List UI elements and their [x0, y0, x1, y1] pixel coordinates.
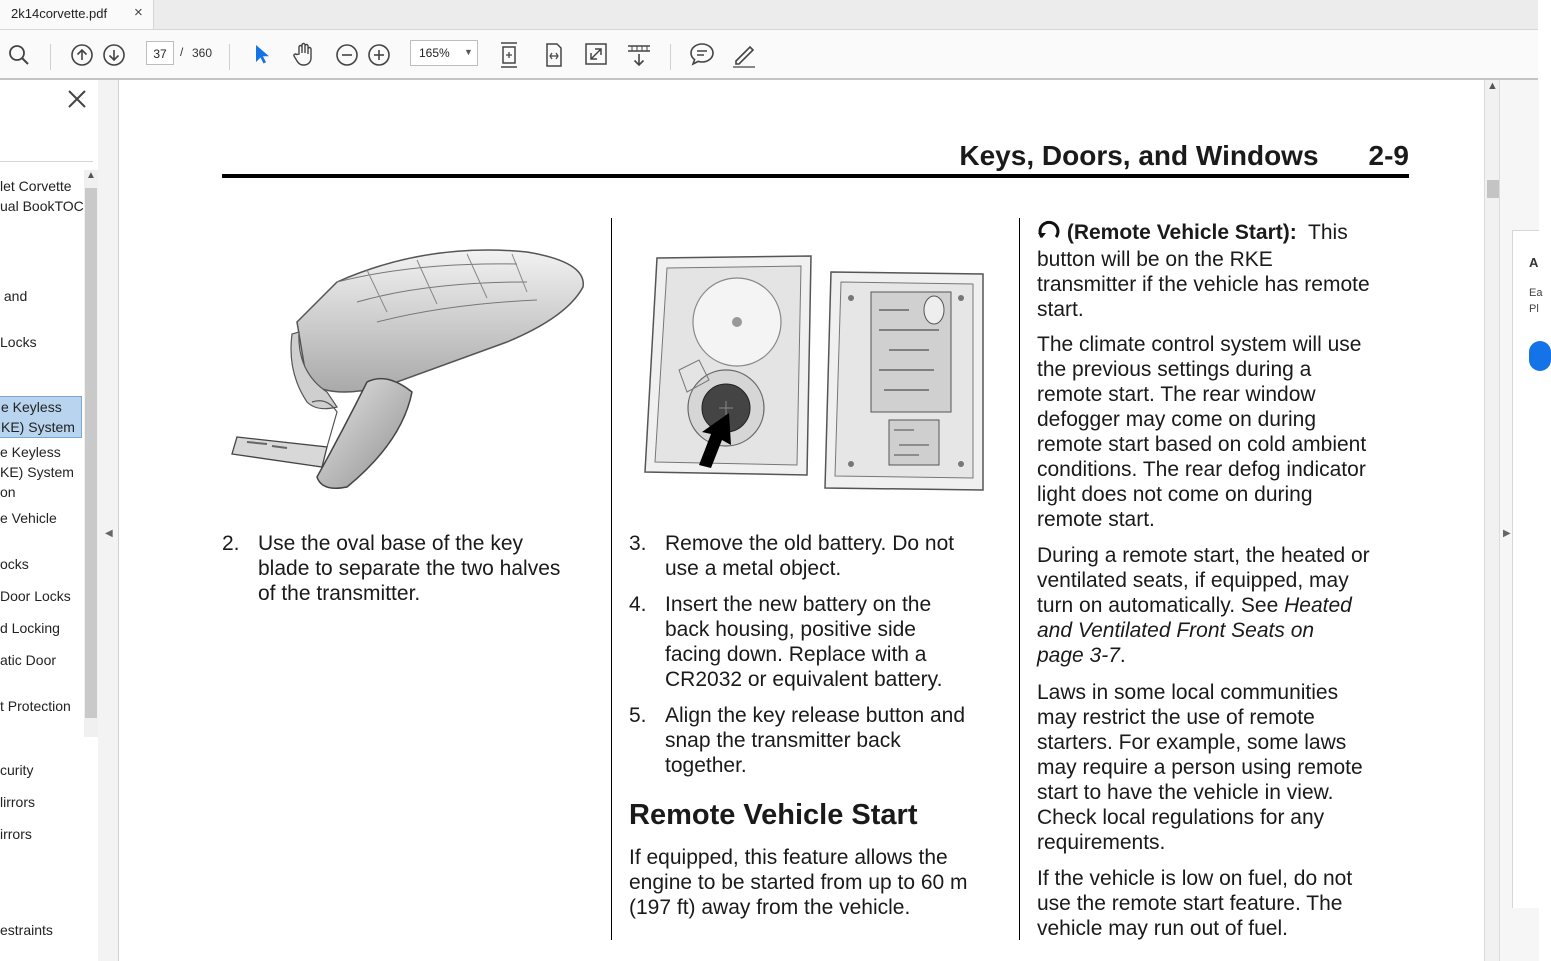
- text-line: use the remote start feature. The: [1037, 892, 1343, 915]
- text-line: remote start. The rear window: [1037, 383, 1316, 406]
- previous-page-icon[interactable]: [70, 43, 94, 67]
- bookmark-item[interactable]: irrors: [0, 826, 32, 842]
- step-5: [629, 703, 1014, 783]
- toolbar-separator: [670, 44, 671, 70]
- text-line: Align the key release button and: [665, 704, 966, 727]
- toolbar-separator: [50, 44, 51, 70]
- remote-start-button-paragraph: [1037, 219, 1409, 322]
- text-line: button will be on the RKE: [1037, 248, 1273, 271]
- fit-width-icon[interactable]: [541, 42, 565, 68]
- full-screen-icon[interactable]: [584, 42, 608, 66]
- text-line: Use the oval base of the key: [258, 532, 523, 555]
- step-2: [222, 531, 602, 611]
- text-line: vehicle may run out of fuel.: [1037, 917, 1288, 940]
- bookmark-item[interactable]: d Locking: [0, 620, 60, 636]
- text-line: [1037, 219, 1409, 247]
- step-text: [665, 592, 942, 692]
- key-fob-illustration: [227, 242, 589, 497]
- tab-bar: [0, 0, 1538, 30]
- fit-page-icon[interactable]: [497, 41, 521, 69]
- text-line: of the transmitter.: [258, 582, 421, 605]
- text-line: conditions. The rear defog indicator: [1037, 458, 1366, 481]
- cross-reference-link[interactable]: page 3-7: [1037, 644, 1120, 667]
- text-line: snap the transmitter back: [665, 729, 901, 752]
- text-line: [1037, 618, 1409, 643]
- draw-icon[interactable]: [731, 42, 757, 68]
- bookmark-item[interactable]: estraints: [0, 922, 53, 938]
- text-line: Remove the old battery. Do not: [665, 532, 955, 555]
- text-fragment: turn on automatically. See: [1037, 594, 1279, 617]
- text-line: requirements.: [1037, 831, 1166, 854]
- section-intro: [629, 845, 1014, 920]
- column-divider: [611, 218, 612, 940]
- text-line: Pl: [1529, 303, 1539, 315]
- select-tool-icon[interactable]: [250, 42, 272, 66]
- text-line: CR2032 or equivalent battery.: [665, 668, 943, 691]
- bookmark-item[interactable]: e Keyless KE) System: [0, 396, 82, 438]
- text-line: If the vehicle is low on fuel, do not: [1037, 867, 1353, 890]
- scroll-mode-icon[interactable]: [626, 42, 652, 68]
- bookmark-item[interactable]: t Protection: [0, 698, 71, 714]
- text-line: remote start.: [1037, 508, 1155, 531]
- chevron-left-icon[interactable]: ◀: [105, 528, 113, 539]
- step-4: [629, 592, 1014, 697]
- page-separator: /: [180, 45, 184, 59]
- document-scrollbar[interactable]: [1484, 80, 1500, 961]
- text-line: starters. For example, some laws: [1037, 731, 1347, 754]
- step-number: 3.: [629, 532, 647, 555]
- step-text: [258, 531, 560, 606]
- text-line: start.: [1037, 298, 1084, 321]
- text-line: Laws in some local communities: [1037, 681, 1339, 704]
- bookmark-item[interactable]: e Vehicle: [0, 510, 57, 526]
- text-line: together.: [665, 754, 747, 777]
- bookmark-item[interactable]: let Corvette ual BookTOC: [0, 178, 84, 214]
- bookmark-item[interactable]: Locks: [0, 334, 37, 350]
- step-3: [629, 531, 1014, 586]
- step-number: 4.: [629, 593, 647, 616]
- text-line: [1037, 593, 1409, 618]
- text-line: use a metal object.: [665, 557, 842, 580]
- search-icon[interactable]: [8, 44, 30, 66]
- scroll-up-icon[interactable]: ▲: [86, 170, 96, 181]
- tab-document[interactable]: [0, 0, 154, 29]
- tab-close-icon[interactable]: ×: [134, 4, 143, 21]
- laws-paragraph: [1037, 680, 1409, 855]
- panel-heading: A: [1529, 255, 1539, 270]
- text-line: may require a person using remote: [1037, 756, 1363, 779]
- text-line: [1037, 643, 1409, 668]
- text-line: remote start based on cold ambient: [1037, 433, 1367, 456]
- page-number-input[interactable]: 37: [146, 41, 174, 65]
- cross-reference-link[interactable]: Heated: [1284, 594, 1352, 617]
- document-page: [119, 80, 1484, 961]
- zoom-out-icon[interactable]: [335, 43, 359, 67]
- text-fragment: This: [1308, 221, 1348, 244]
- bookmarks-scrollbar[interactable]: [84, 170, 98, 737]
- chevron-right-icon[interactable]: ▶: [1503, 528, 1511, 539]
- text-line: Ea: [1529, 287, 1543, 299]
- action-button[interactable]: [1529, 341, 1551, 371]
- page-header: [222, 140, 1409, 172]
- text-line: blade to separate the two halves: [258, 557, 561, 580]
- bookmark-item[interactable]: curity: [0, 762, 34, 778]
- header-page-number: 2-9: [1368, 140, 1409, 171]
- battery-compartment-illustration: [639, 250, 991, 500]
- step-number: 2.: [222, 532, 240, 555]
- bookmark-item[interactable]: Door Locks: [0, 588, 71, 604]
- text-line: light does not come on during: [1037, 483, 1313, 506]
- hand-tool-icon[interactable]: [291, 41, 317, 67]
- text-line: If equipped, this feature allows the: [629, 846, 948, 869]
- scrollbar-thumb[interactable]: [85, 188, 97, 718]
- header-rule: [222, 174, 1409, 178]
- step-number: 5.: [629, 704, 647, 727]
- text-line: During a remote start, the heated or: [1037, 544, 1370, 567]
- text-line: back housing, positive side: [665, 618, 916, 641]
- text-line: facing down. Replace with a: [665, 643, 927, 666]
- header-title: Keys, Doors, and Windows: [959, 140, 1319, 171]
- panel-divider: [0, 161, 93, 162]
- zoom-value: 165%: [419, 46, 450, 60]
- text-line: ventilated seats, if equipped, may: [1037, 569, 1349, 592]
- page-total: 360: [192, 46, 213, 60]
- tab-title: 2k14corvette.pdf: [11, 6, 108, 21]
- step-text: [665, 703, 965, 778]
- bookmark-item[interactable]: lirrors: [0, 794, 35, 810]
- toolbar: [0, 30, 1538, 80]
- text-line: the previous settings during a: [1037, 358, 1312, 381]
- panel-text: [1529, 285, 1542, 317]
- scrollbar-thumb[interactable]: [1487, 180, 1499, 198]
- step-text: [665, 531, 954, 581]
- text-line: engine to be started from up to 60 m: [629, 871, 968, 894]
- bookmarks-panel: [0, 80, 96, 961]
- toolbar-separator: [229, 44, 230, 70]
- scroll-up-icon[interactable]: ▲: [1487, 80, 1498, 92]
- close-icon[interactable]: [66, 88, 88, 115]
- remote-start-icon: [1037, 219, 1061, 247]
- zoom-select[interactable]: [410, 40, 478, 66]
- fuel-paragraph: [1037, 866, 1409, 941]
- remote-start-label: (Remote Vehicle Start):: [1066, 221, 1297, 244]
- text-line: start to have the vehicle in view.: [1037, 781, 1334, 804]
- bookmark-item[interactable]: atic Door: [0, 652, 57, 668]
- chevron-down-icon: ▼: [464, 47, 473, 57]
- text-line: Check local regulations for any: [1037, 806, 1325, 829]
- seats-paragraph: [1037, 543, 1409, 668]
- bookmark-item[interactable]: e Keyless KE) System on: [0, 444, 74, 500]
- text-line: transmitter if the vehicle has remote: [1037, 273, 1370, 296]
- column-divider: [1019, 218, 1020, 940]
- comment-icon[interactable]: [689, 42, 715, 66]
- text-line: (197 ft) away from the vehicle.: [629, 896, 911, 919]
- next-page-icon[interactable]: [102, 43, 126, 67]
- text-line: may restrict the use of remote: [1037, 706, 1315, 729]
- text-line: defogger may come on during: [1037, 408, 1316, 431]
- bookmark-item[interactable]: and: [0, 288, 28, 304]
- zoom-in-icon[interactable]: [367, 43, 391, 67]
- cross-reference-link[interactable]: and Ventilated Front Seats on: [1037, 619, 1315, 642]
- section-heading: Remote Vehicle Start: [629, 799, 918, 831]
- bookmark-item[interactable]: ocks: [0, 556, 29, 572]
- text-line: Insert the new battery on the: [665, 593, 932, 616]
- panel-collapse-strip[interactable]: [98, 80, 119, 961]
- text-fragment: .: [1119, 644, 1126, 667]
- right-tools-panel: [1512, 230, 1543, 908]
- text-line: The climate control system will use: [1037, 333, 1362, 356]
- climate-paragraph: [1037, 332, 1409, 532]
